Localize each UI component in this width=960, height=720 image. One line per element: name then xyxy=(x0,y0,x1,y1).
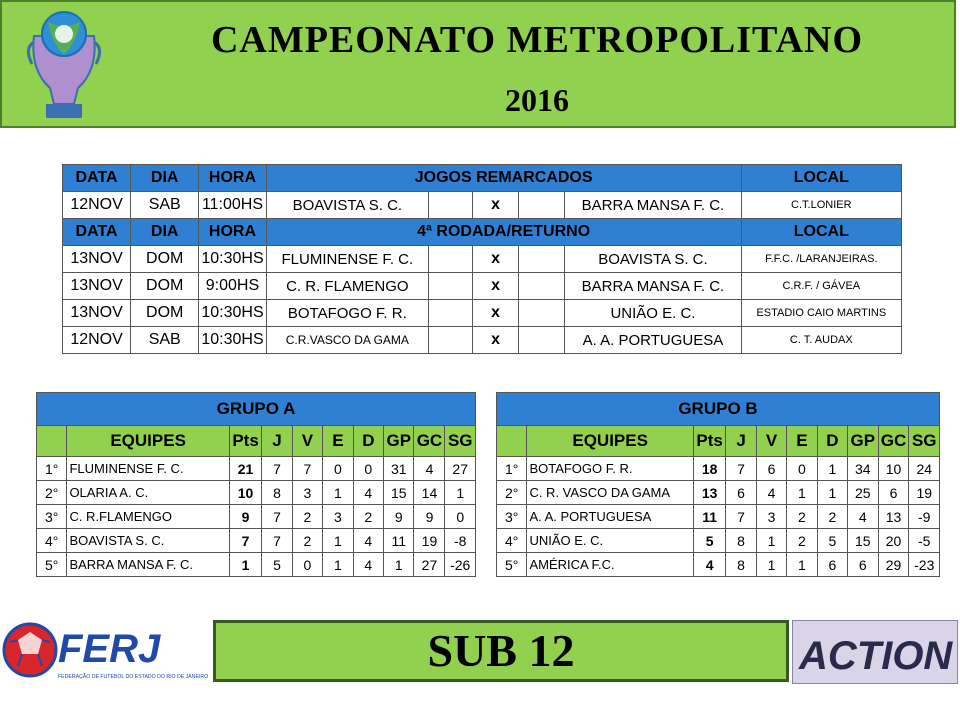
points: 10 xyxy=(229,481,261,505)
goal-difference: -5 xyxy=(909,529,940,553)
goal-difference: 24 xyxy=(909,457,940,481)
section-title: JOGOS REMARCADOS xyxy=(266,165,741,192)
goal-difference: -23 xyxy=(909,553,940,577)
team-name: BOTAFOGO F. R. xyxy=(527,457,693,481)
header-banner xyxy=(0,0,956,128)
ferj-logo xyxy=(0,618,212,686)
group-title: GRUPO A xyxy=(37,393,476,426)
goals-for: 15 xyxy=(384,481,414,505)
game-day: DOM xyxy=(131,246,199,273)
goal-difference: -26 xyxy=(445,553,476,577)
team-name: BOAVISTA S. C. xyxy=(67,529,229,553)
game-row xyxy=(63,300,902,327)
ferj-logo-text: FERJ xyxy=(58,627,161,671)
col-header-j: J xyxy=(262,426,292,457)
away-team: UNIÃO E. C. xyxy=(565,300,741,327)
points: 7 xyxy=(229,529,261,553)
goals-for: 34 xyxy=(848,457,878,481)
away-team: A. A. PORTUGUESA xyxy=(565,327,741,354)
home-score xyxy=(429,246,473,273)
standings-group-b xyxy=(496,392,940,577)
standings-header-row xyxy=(37,426,476,457)
standings-row xyxy=(37,529,476,553)
goal-difference: -8 xyxy=(445,529,476,553)
played: 7 xyxy=(262,529,292,553)
col-header-d: D xyxy=(817,426,847,457)
game-time: 10:30HS xyxy=(199,327,266,354)
category-banner: SUB 12 xyxy=(213,620,789,682)
wins: 2 xyxy=(292,529,322,553)
versus-mark: x xyxy=(473,246,519,273)
home-team: BOAVISTA S. C. xyxy=(266,192,428,219)
col-header-gp: GP xyxy=(384,426,414,457)
standings-row xyxy=(37,553,476,577)
standings-group-a xyxy=(36,392,476,577)
game-venue: F.F.C. /LARANJEIRAS. xyxy=(741,246,901,273)
away-team: BARRA MANSA F. C. xyxy=(565,273,741,300)
team-name: OLARIA A. C. xyxy=(67,481,229,505)
position: 5° xyxy=(37,553,67,577)
position: 2° xyxy=(497,481,527,505)
col-header-v: V xyxy=(292,426,322,457)
played: 6 xyxy=(726,481,756,505)
standings-row xyxy=(497,481,940,505)
wins: 0 xyxy=(292,553,322,577)
game-row xyxy=(63,192,902,219)
goals-for: 25 xyxy=(848,481,878,505)
points: 11 xyxy=(693,505,725,529)
schedule-header-row xyxy=(63,165,902,192)
goals-for: 31 xyxy=(384,457,414,481)
game-time: 11:00HS xyxy=(199,192,266,219)
draws: 3 xyxy=(323,505,353,529)
wins: 1 xyxy=(756,553,786,577)
versus-mark: x xyxy=(473,192,519,219)
played: 7 xyxy=(726,457,756,481)
game-venue: C. T. AUDAX xyxy=(741,327,901,354)
played: 7 xyxy=(726,505,756,529)
trophy-icon xyxy=(24,8,104,126)
game-time: 9:00HS xyxy=(199,273,266,300)
losses: 1 xyxy=(817,481,847,505)
points: 13 xyxy=(693,481,725,505)
col-header-dia: DIA xyxy=(131,219,199,246)
goal-difference: -9 xyxy=(909,505,940,529)
standings-row xyxy=(497,529,940,553)
home-team: FLUMINENSE F. C. xyxy=(266,246,428,273)
goals-against: 6 xyxy=(878,481,909,505)
col-header-equipes: EQUIPES xyxy=(67,426,229,457)
home-score xyxy=(429,273,473,300)
game-date: 13NOV xyxy=(63,273,131,300)
col-header-data: DATA xyxy=(63,219,131,246)
goals-for: 1 xyxy=(384,553,414,577)
col-header-local: LOCAL xyxy=(741,165,901,192)
draws: 1 xyxy=(323,481,353,505)
goals-against: 19 xyxy=(414,529,445,553)
goals-against: 13 xyxy=(878,505,909,529)
team-name: AMÉRICA F.C. xyxy=(527,553,693,577)
position: 4° xyxy=(37,529,67,553)
played: 8 xyxy=(262,481,292,505)
col-header-gp: GP xyxy=(848,426,878,457)
away-team: BARRA MANSA F. C. xyxy=(565,192,741,219)
losses: 2 xyxy=(817,505,847,529)
goals-against: 20 xyxy=(878,529,909,553)
team-name: C. R. VASCO DA GAMA xyxy=(527,481,693,505)
group-title: GRUPO B xyxy=(497,393,940,426)
game-date: 12NOV xyxy=(63,327,131,354)
losses: 4 xyxy=(353,529,383,553)
goals-for: 15 xyxy=(848,529,878,553)
goals-for: 4 xyxy=(848,505,878,529)
position: 5° xyxy=(497,553,527,577)
goal-difference: 27 xyxy=(445,457,476,481)
game-row xyxy=(63,246,902,273)
action-logo-text: ACTION xyxy=(799,634,953,678)
points: 4 xyxy=(693,553,725,577)
goal-difference: 0 xyxy=(445,505,476,529)
wins: 3 xyxy=(756,505,786,529)
section-title: 4ª RODADA/RETURNO xyxy=(266,219,741,246)
col-header-local: LOCAL xyxy=(741,219,901,246)
season-year: 2016 xyxy=(505,82,569,118)
away-score xyxy=(519,192,565,219)
losses: 2 xyxy=(353,505,383,529)
losses: 4 xyxy=(353,553,383,577)
schedule-header-row xyxy=(63,219,902,246)
col-header-d: D xyxy=(353,426,383,457)
points: 18 xyxy=(693,457,725,481)
action-logo xyxy=(792,620,958,684)
wins: 7 xyxy=(292,457,322,481)
played: 8 xyxy=(726,553,756,577)
wins: 1 xyxy=(756,529,786,553)
col-header-pts: Pts xyxy=(229,426,261,457)
home-team: C. R. FLAMENGO xyxy=(266,273,428,300)
played: 5 xyxy=(262,553,292,577)
col-header-j: J xyxy=(726,426,756,457)
position: 2° xyxy=(37,481,67,505)
points: 21 xyxy=(229,457,261,481)
played: 7 xyxy=(262,505,292,529)
standings-row xyxy=(497,553,940,577)
away-team: BOAVISTA S. C. xyxy=(565,246,741,273)
standings-row xyxy=(37,505,476,529)
away-score xyxy=(519,273,565,300)
home-team: C.R.VASCO DA GAMA xyxy=(266,327,428,354)
col-header-dia: DIA xyxy=(131,165,199,192)
col-header-pos xyxy=(37,426,67,457)
losses: 6 xyxy=(817,553,847,577)
goals-for: 11 xyxy=(384,529,414,553)
col-header-pts: Pts xyxy=(693,426,725,457)
draws: 1 xyxy=(787,553,817,577)
game-time: 10:30HS xyxy=(199,246,266,273)
draws: 1 xyxy=(323,553,353,577)
game-day: SAB xyxy=(131,327,199,354)
game-day: DOM xyxy=(131,300,199,327)
game-day: DOM xyxy=(131,273,199,300)
played: 8 xyxy=(726,529,756,553)
position: 4° xyxy=(497,529,527,553)
game-day: SAB xyxy=(131,192,199,219)
team-name: FLUMINENSE F. C. xyxy=(67,457,229,481)
goals-against: 27 xyxy=(414,553,445,577)
col-header-gc: GC xyxy=(878,426,909,457)
game-time: 10:30HS xyxy=(199,300,266,327)
col-header-pos xyxy=(497,426,527,457)
standings-row xyxy=(497,457,940,481)
game-venue: C.R.F. / GÁVEA xyxy=(741,273,901,300)
home-score xyxy=(429,300,473,327)
game-row xyxy=(63,273,902,300)
wins: 4 xyxy=(756,481,786,505)
draws: 1 xyxy=(787,481,817,505)
losses: 4 xyxy=(353,481,383,505)
standings-header-row xyxy=(497,426,940,457)
col-header-sg: SG xyxy=(909,426,940,457)
position: 3° xyxy=(497,505,527,529)
wins: 3 xyxy=(292,481,322,505)
col-header-v: V xyxy=(756,426,786,457)
position: 3° xyxy=(37,505,67,529)
action-logo-graphic xyxy=(793,621,958,684)
goals-against: 14 xyxy=(414,481,445,505)
col-header-e: E xyxy=(787,426,817,457)
standings-row xyxy=(497,505,940,529)
page-title: CAMPEONATO METROPOLITANO xyxy=(210,19,864,61)
game-row xyxy=(63,327,902,354)
draws: 0 xyxy=(323,457,353,481)
game-venue: ESTADIO CAIO MARTINS xyxy=(741,300,901,327)
game-venue: C.T.LONIER xyxy=(741,192,901,219)
points: 1 xyxy=(229,553,261,577)
position: 1° xyxy=(37,457,67,481)
col-header-hora: HORA xyxy=(199,219,266,246)
col-header-data: DATA xyxy=(63,165,131,192)
away-score xyxy=(519,300,565,327)
goals-for: 9 xyxy=(384,505,414,529)
col-header-sg: SG xyxy=(445,426,476,457)
away-score xyxy=(519,327,565,354)
losses: 5 xyxy=(817,529,847,553)
col-header-equipes: EQUIPES xyxy=(527,426,693,457)
draws: 2 xyxy=(787,505,817,529)
home-team: BOTAFOGO F. R. xyxy=(266,300,428,327)
goal-difference: 19 xyxy=(909,481,940,505)
team-name: A. A. PORTUGUESA xyxy=(527,505,693,529)
position: 1° xyxy=(497,457,527,481)
goals-against: 29 xyxy=(878,553,909,577)
game-date: 13NOV xyxy=(63,300,131,327)
goals-against: 4 xyxy=(414,457,445,481)
team-name: UNIÃO E. C. xyxy=(527,529,693,553)
goals-against: 9 xyxy=(414,505,445,529)
schedule-table xyxy=(62,164,902,354)
game-date: 13NOV xyxy=(63,246,131,273)
home-score xyxy=(429,192,473,219)
ferj-logo-subtext: FEDERAÇÃO DE FUTEBOL DO ESTADO DO RIO DE JANEIRO xyxy=(58,674,209,680)
points: 9 xyxy=(229,505,261,529)
standings-row xyxy=(37,457,476,481)
col-header-e: E xyxy=(323,426,353,457)
game-date: 12NOV xyxy=(63,192,131,219)
draws: 0 xyxy=(787,457,817,481)
goal-difference: 1 xyxy=(445,481,476,505)
team-name: C. R.FLAMENGO xyxy=(67,505,229,529)
standings-row xyxy=(37,481,476,505)
col-header-gc: GC xyxy=(414,426,445,457)
points: 5 xyxy=(693,529,725,553)
draws: 1 xyxy=(323,529,353,553)
versus-mark: x xyxy=(473,273,519,300)
losses: 1 xyxy=(817,457,847,481)
played: 7 xyxy=(262,457,292,481)
team-name: BARRA MANSA F. C. xyxy=(67,553,229,577)
wins: 6 xyxy=(756,457,786,481)
versus-mark: x xyxy=(473,327,519,354)
home-score xyxy=(429,327,473,354)
draws: 2 xyxy=(787,529,817,553)
wins: 2 xyxy=(292,505,322,529)
soccer-ball-icon xyxy=(4,624,56,676)
goals-for: 6 xyxy=(848,553,878,577)
versus-mark: x xyxy=(473,300,519,327)
away-score xyxy=(519,246,565,273)
losses: 0 xyxy=(353,457,383,481)
col-header-hora: HORA xyxy=(199,165,266,192)
goals-against: 10 xyxy=(878,457,909,481)
